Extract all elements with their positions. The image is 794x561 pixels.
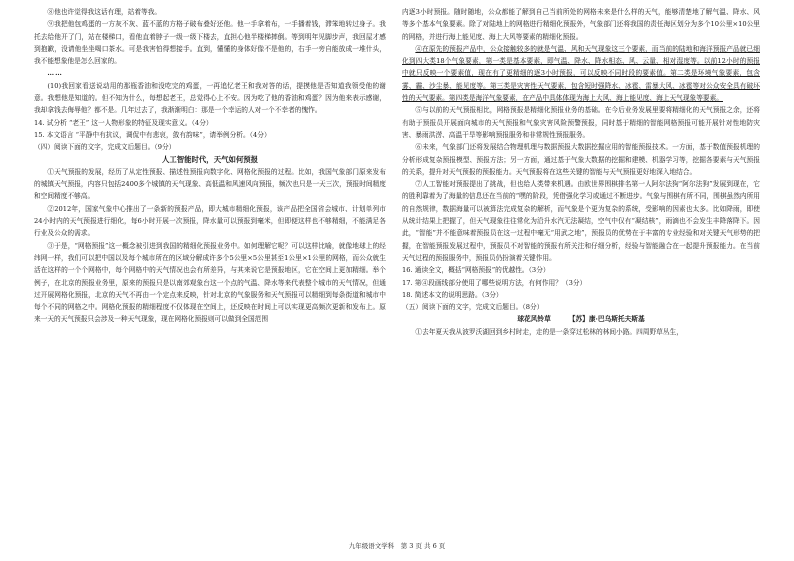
question-15: 15. 本文语言 “平静中有抗议，调侃中有悲哀，敛有韵味”，请举例分析。（4分） [34,130,271,139]
paragraph-9: ⑨我把他包鸡蛋的一方灰不灰、蓝不蓝的方格子破布叠好还他。他一手拿着布，一手播着钱，滞笨地转过身子。我托去给他开了门，站在楼梯口，看他直着脖子一级一级下楼去，直担心他半楼梯摔倒。等到明年见脚步声，我回屋才感到抱歉，没请他坐坐喝口茶水。可是我害怕得想接手。直到，懂懂的身体好像不是他的，右手一旁自能放成一堆什头，我不能想象他是怎么回家的。 [34,20,386,66]
article-paragraph-6: ⑥未来，气象部门还将发展结合物理机理与数据预报大数据挖掘应用的智能预报技术。一方面，基于数值预报机理的分析形成复杂预报模型、预报方法；另一方面，通过基于气象大数据的挖掘和建模、机器学习等，挖掘各要素与天气预报的关系，提升对天气预报的预报能力。天气预报将在这些关键的智能与天气预报更好地深入地结合。 [402,143,760,176]
article-paragraph-3: ③于是，“网格预报”这一概念被引进到我国的精细化预报业务中。如何理解它呢？可以这样比喻，就像地球上的经纬网一样，我们可以把中国以及每个城市所在的区域分解成许多个5公里×5公里甚至1公里×1公里的网格，而公众就生活在这样的一个个网格中，每个网格中的天气情况也会有所差异，与其来说它是预报地区，它在空间上更加精细。举个例子，在北京的预报业务里，原来的预报只是以南郊观象台这一个点的气温、降水等来代表整个城市的天气情况，但通过开展网格化预报，北京的天气不再由一个定点来反映，针对北京的气象服务和天气预报可以精细到每条街道和城市中每个不同的网格之中。网格化预报的精细程度不仅体现在空间上，还反映在时间上可以实现更高频次更新和发布上。原来一天的天气预报只会涉及一种天气现象，现在网格化预报则可以做到全国范围 [34,241,386,324]
paragraph-8: ⑧他也许觉得我这话有理，站着等我。 [47,8,162,16]
poem-paragraph-1: ①去年夏天我从波罗沃湖回到乡村时走，走的是一条穿过松林的林间小路。四周野草丛生， [415,327,683,336]
poem-author: 【苏】康·巴乌斯托夫斯基 [568,315,645,324]
article-title: 人工智能时代，天气如何预报 [161,154,259,164]
poem-title: 球花风铃草 [517,315,551,324]
article-paragraph-2: ②2012年，国家气象中心推出了一条新的预报产品，即大城市精细化预报，该产品把全国省会城市、计划单列市24小时内的天气预报进行细化，每6小时开展一次预报，降水量可以预报到毫米，但即便这样也不够精细，不能满足各行业及公众的需求。 [34,204,386,238]
paragraph-10: (10)我回家看送说动用的那瓶香油和没吃完的鸡蛋，一再追忆老王和我对答的话，提摸他是否知道我领受他的谢意。我想他是知道的。但不知为什么，每想起老王，总觉得心上不安。因为吃了他的香油和鸡蛋？因为他来表示感谢，我却拿钱去侮辱他？都不是。几年过去了，我渐渐明白：那是一个幸运的人对一个不幸者的愧怍。 [34,81,386,115]
left-column [34,6,386,326]
article-paragraph-5: ⑤与以前的天气预报相比，网格预报是精细化预报业务的基础。在今后业务发展里要将精细化的天气预报之余，还将有助于预报员开展面向城市的天气预报和气象灾害风险预警预报，同时基于精细的智能网格预报可能开展针对性地防灾害、暴雨洪涝、高温干旱等影响预报服务和非常规性预报服务。 [402,106,760,139]
ellipsis: …… [47,69,63,78]
article-paragraph-7: ⑦人工智能对预报提出了挑战，但也给人类带来机遇。由欧世界围棋排名第一人阿尔法狗“阿尔法狗”发展到现在，它的胜利靠着为了海量的信息还在当前的“嘿的阶段，凭借强化学习或通过不断进步。气象与围棋有所不同，围棋虽然内所用的自然规律，数据海量可以被算法完成复杂的解析，而气象是个更为复杂的系统，受影响的因素也太多。比如降雨，即使从统计结果上把握了，但天气现象往往常化为沿升水汽无法凝结，空气中仅有“凝结核”，雨滴也不会发生丰降落降下。因此，“智能”并不能意味着预报员在这一过程中毫无“用武之地”，预报员的优势在于丰富的专业经验和对关键天气形势的把握，在智能预报发展过程中，预报员不对智能的预报有所关注和仔细分析，经验与智能融合在一起提升预报能力。在当前天气过程的预报服务中，预报员仍扮演着关键作用。 [402,180,760,262]
question-14: 14. 试分析 “老王” 这一人物形象的特征及现实意义。（4分） [34,118,213,127]
article-paragraph-4: ④在原先的预报产品中，公众接触较多的就是气温、风和天气现象这三个要素，而当前的陆地和海洋预报产品就已细化到四大类18个气象要素，第一类是基本要素，即气温、降水、降水相态、风、云量、相对湿度等。以前12小时的预报中就只反映一个要素值，现在有了更精细的逐3小时预报，可以反映不同时段的要素值。第二类是环境气象要素，包含雾、霾、沙尘暴、能见度等。第三类是灾害性天气要素，包含短时强降水、冰雹、雷暴大风、冰雹等对公众安全具有破坏性的天气要素。第四类是海洋气象要素，在产品中具体体现为海上大风、海上能见度、海上天气现象等要素。 [402,44,760,103]
question-17: 17. 第④段画线部分使用了哪些说明方法，有何作用？（3分） [402,278,587,287]
poem-heading [402,313,760,325]
question-16: 16. 通读全文，概括“网格预报”的优越性。（3分） [402,266,550,275]
article-paragraph-1: ①天气预报的发展，经历了从定性预报、描述性预报向数字化、网格化预报的过程。比如，我国气象部门原来发布的城镇天气预报，内容只包括2400多个城镇的天气现象、高低温和风速风向预报，频次也只是一天三次，预报时间精度和空间精度不够高。 [34,167,386,201]
right-column [402,6,760,338]
section-4-heading: （四）阅读下面的文字，完成文后题目。（9分） [34,143,176,152]
article-continuation: 内逐3小时预报。随时随地，公众都能了解到自己当前所处的网格未来是什么样的天气，能够清楚地了解气温、降水、风等多个基本气象要素。除了对陆地上的网格进行精细化预报外，气象部门还将我国的责任海区划分为多个10公里×10公里的网格，并进行海上能见度、海上大风等要素的精细化预报。 [402,8,760,41]
question-18: 18. 简述本文的说明思路。（3分） [402,290,503,299]
section-5-heading: （五）阅读下面的文字，完成文后题目。（8分） [402,303,544,312]
page-footer: 九年级语文学科 第 3 页 共 6 页 [348,542,446,550]
